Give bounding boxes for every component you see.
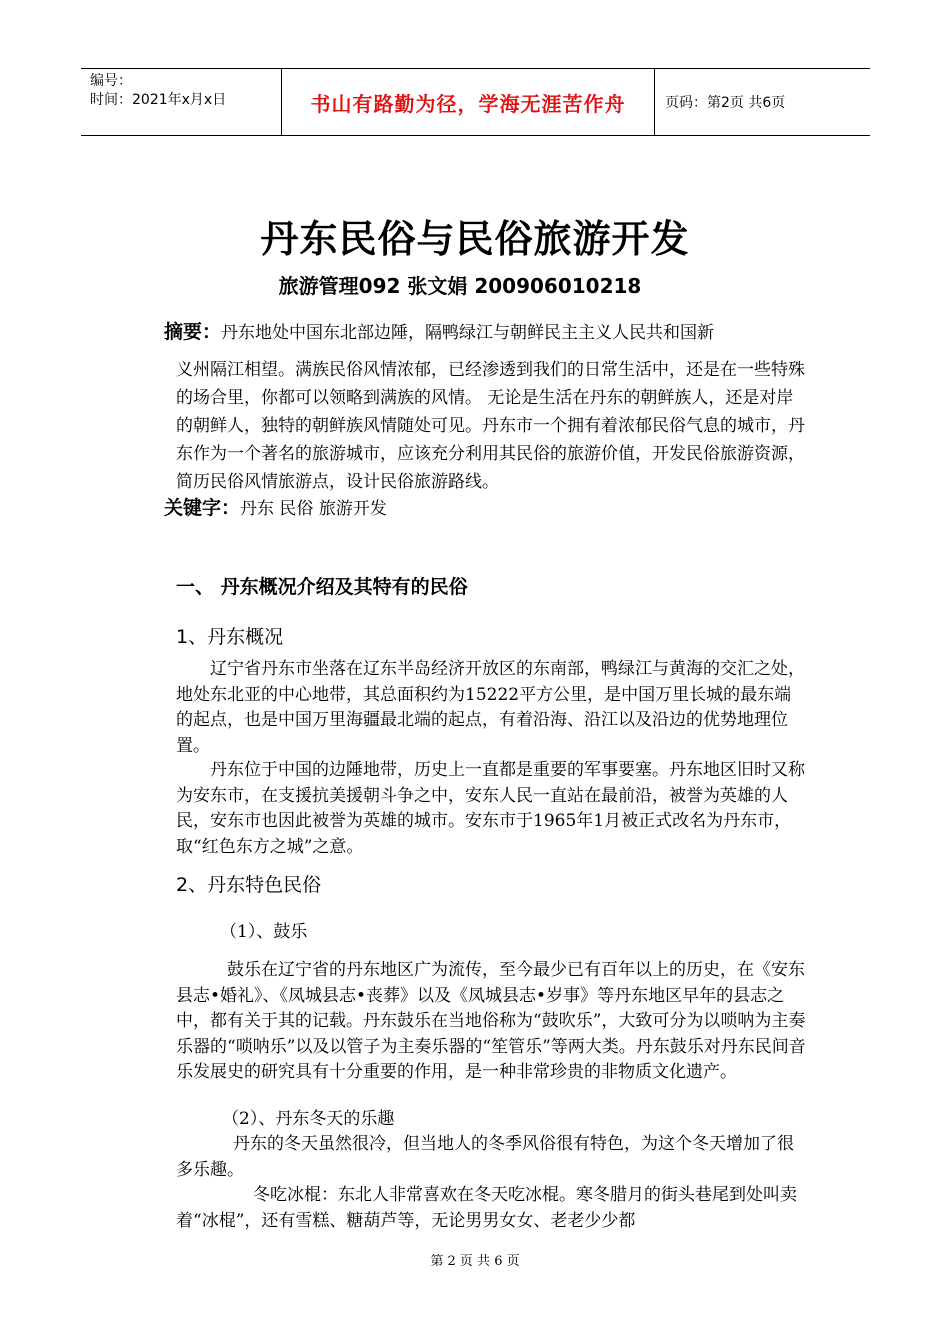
page-footer: 第 2 页 共 6 页 <box>430 1254 520 1269</box>
paragraph-overview-1: 辽宁省丹东市坐落在辽东半岛经济开放区的东南部，鸭绿江与黄海的交汇之处，地处东北亚的中心地带，其总面积约为15222平方公里，是中国万里长城的最东端的起点，也是中国万里海疆最北端的起点，有着沿海、沿江以及沿边的优势地理位置。 <box>176 659 805 756</box>
paragraph-overview-2: 丹东位于中国的边陲地带，历史上一直都是重要的军事要塞。丹东地区旧时又称为安东市，在支援抗美援朝斗争之中，安东人民一直站在最前沿，被誉为英雄的人民，安东市也因此被誉为英雄的城市。安东市于1965年1月被正式改名为丹东市，取“红色东方之城”之意。 <box>176 760 805 857</box>
keywords <box>164 494 796 524</box>
subsection-heading-1: 1、丹东概况 <box>176 626 284 648</box>
header-table <box>81 68 870 136</box>
paragraph-winter-fun: 丹东的冬天虽然很冷，但当地人的冬季风俗很有特色，为这个冬天增加了很多乐趣。 <box>176 1134 794 1180</box>
keywords-text: 丹东 民俗 旅游开发 <box>240 499 387 519</box>
time-label: 时间：2021年x月x日 <box>90 92 227 108</box>
item-heading-winter-fun: （2）、丹东冬天的乐趣 <box>222 1109 395 1129</box>
abstract-first-line <box>164 318 808 348</box>
keywords-label: 关键字： <box>164 497 241 519</box>
header-page-info: 页码：第2页 共6页 <box>665 95 786 111</box>
paragraph-drum-music: 鼓乐在辽宁省的丹东地区广为流传，至今最少已有百年以上的历史，在《安东县志•婚礼》、《凤城县志•丧葬》以及《凤城县志•岁事》等丹东地区早年的县志之中，都有关于其的记载。丹东鼓乐在当地俗称为“鼓吹乐”，大致可分为以唢呐为主奏乐器的“唢呐乐”以及以管子为主奏乐器的“笙管乐”等两大类。丹东鼓乐对丹东民间音乐发展史的研究具有十分重要的作用，是一种非常珍贵的非物质文化遗产。 <box>176 960 806 1082</box>
author-line: 旅游管理092 张文娟 200906010218 <box>278 274 642 298</box>
number-label: 编号： <box>90 73 132 89</box>
abstract-body: 义州隔江相望。满族民俗风情浓郁，已经渗透到我们的日常生活中，还是在一些特殊的场合里，你都可以领略到满族的风情。 无论是生活在丹东的朝鲜族人，还是对岸的朝鲜人，独特的朝鲜族风情随处可见。丹东市一个拥有着浓郁民俗气息的城市，丹东作为一个著名的旅游城市，应该充分利用其民俗的旅游价值，开发民俗旅游资源，简历民俗风情旅游点，设计民俗旅游路线。 <box>176 360 805 492</box>
abstract-label: 摘要： <box>164 321 222 343</box>
abstract-first-text: 丹东地处中国东北部边陲，隔鸭绿江与朝鲜民主主义人民共和国新 <box>221 323 715 343</box>
subsection-heading-2: 2、丹东特色民俗 <box>176 874 322 896</box>
header-meta <box>81 69 282 135</box>
document-title: 丹东民俗与民俗旅游开发 <box>260 217 690 261</box>
item-heading-drum-music: （1）、鼓乐 <box>220 922 308 942</box>
section-heading-1: 一、 丹东概况介绍及其特有的民俗 <box>176 576 468 598</box>
paragraph-ice-pop: 冬吃冰棍：东北人非常喜欢在冬天吃冰棍。寒冬腊月的街头巷尾到处叫卖着“冰棍”，还有雪糕、糖葫芦等，无论男男女女、老老少少都 <box>176 1185 797 1231</box>
abstract <box>164 318 808 348</box>
header-motto: 书山有路勤为径，学海无涯苦作舟 <box>282 69 655 135</box>
